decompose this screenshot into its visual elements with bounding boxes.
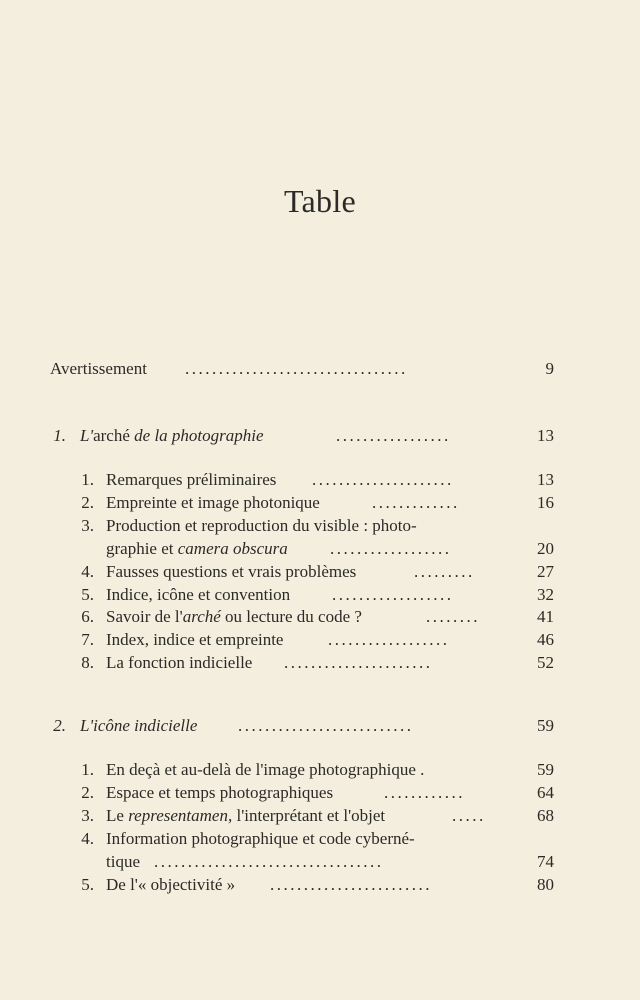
entry-number: 6. xyxy=(81,607,94,626)
leader-dots: .................................. xyxy=(154,852,384,871)
entry-text: Remarques préliminaires xyxy=(106,470,277,489)
chapter-number: 2. xyxy=(53,716,66,735)
toc-entry xyxy=(0,628,640,652)
entry-number: 5. xyxy=(81,875,94,894)
page-number: 64 xyxy=(537,783,554,802)
leader-dots: ........ xyxy=(426,607,480,626)
leader-dots: ............ xyxy=(384,783,465,802)
entry-text: Empreinte et image photonique xyxy=(106,493,320,512)
page-number: 41 xyxy=(537,607,554,626)
chapter-title: L'icône indicielle xyxy=(80,716,198,735)
leader-dots: ............. xyxy=(372,493,460,512)
leader-dots: ..................... xyxy=(312,470,454,489)
entry-number: 1. xyxy=(81,760,94,779)
entry-number: 3. xyxy=(81,806,94,825)
toc-entry xyxy=(0,357,640,381)
leader-dots: ................................. xyxy=(185,359,408,378)
page-number: 20 xyxy=(537,539,554,558)
page-number: 68 xyxy=(537,806,554,825)
leader-dots: ................. xyxy=(336,426,451,445)
toc-chapter xyxy=(0,424,640,448)
toc-entry xyxy=(0,873,640,897)
leader-dots: .......................... xyxy=(238,716,414,735)
entry-number: 2. xyxy=(81,493,94,512)
toc-entry-continuation xyxy=(0,537,640,561)
entry-text: La fonction indicielle xyxy=(106,653,253,672)
toc-entry-continuation xyxy=(0,850,640,874)
entry-text: Production et reproduction du visible : photo- xyxy=(106,516,417,535)
leader-dots: ..... xyxy=(452,806,486,825)
chapter-title: L'arché de la photographie xyxy=(80,426,264,445)
leader-dots: ...................... xyxy=(284,653,433,672)
toc-entry xyxy=(0,491,640,515)
page-number: 59 xyxy=(537,760,554,779)
leader-dots: .................. xyxy=(330,539,452,558)
toc-entry xyxy=(0,804,640,828)
toc-entry xyxy=(0,827,640,851)
entry-text: De l'« objectivité » xyxy=(106,875,236,894)
toc-chapter xyxy=(0,714,640,738)
entry-text: Information photographique et code cyberné- xyxy=(106,829,415,848)
page-number: 59 xyxy=(537,716,554,735)
entry-number: 7. xyxy=(81,630,94,649)
leader-dots: ........................ xyxy=(270,875,432,894)
toc-entry xyxy=(0,651,640,675)
page-number: 27 xyxy=(537,562,554,581)
page-number: 80 xyxy=(537,875,554,894)
entry-text: Espace et temps photographiques xyxy=(106,783,334,802)
page-number: 16 xyxy=(537,493,554,512)
entry-text: En deçà et au-delà de l'image photographique . xyxy=(106,760,425,779)
leader-dots: .................. xyxy=(328,630,450,649)
page-number: 9 xyxy=(545,359,554,378)
page-title: Table xyxy=(283,183,357,219)
entry-number: 8. xyxy=(81,653,94,672)
page-number: 32 xyxy=(537,585,554,604)
toc-entry xyxy=(0,758,640,782)
page-number: 52 xyxy=(537,653,554,672)
entry-number: 1. xyxy=(81,470,94,489)
chapter-number: 1. xyxy=(53,426,66,445)
toc-entry xyxy=(0,605,640,629)
toc-entry xyxy=(0,514,640,538)
entry-text-continued: graphie et camera obscura xyxy=(106,539,288,558)
entry-number: 2. xyxy=(81,783,94,802)
entry-text: Fausses questions et vrais problèmes xyxy=(106,562,357,581)
leader-dots: ......... xyxy=(414,562,475,581)
entry-number: 4. xyxy=(81,562,94,581)
toc-entry xyxy=(0,468,640,492)
entry-text-continued: tique xyxy=(106,852,140,871)
entry-text: Le representamen, l'interprétant et l'objet xyxy=(106,806,386,825)
entry-number: 5. xyxy=(81,585,94,604)
entry-text: Indice, icône et convention xyxy=(106,585,291,604)
leader-dots: .................. xyxy=(332,585,454,604)
entry-text: Avertissement xyxy=(50,359,147,378)
page-number: 13 xyxy=(537,470,554,489)
entry-number: 4. xyxy=(81,829,94,848)
toc-entry xyxy=(0,560,640,584)
page-number: 46 xyxy=(537,630,554,649)
page-number: 13 xyxy=(537,426,554,445)
entry-number: 3. xyxy=(81,516,94,535)
page-number: 74 xyxy=(537,852,554,871)
entry-text: Savoir de l'arché ou lecture du code ? xyxy=(106,607,362,626)
toc-entry xyxy=(0,781,640,805)
entry-text: Index, indice et empreinte xyxy=(106,630,284,649)
toc-entry xyxy=(0,583,640,607)
